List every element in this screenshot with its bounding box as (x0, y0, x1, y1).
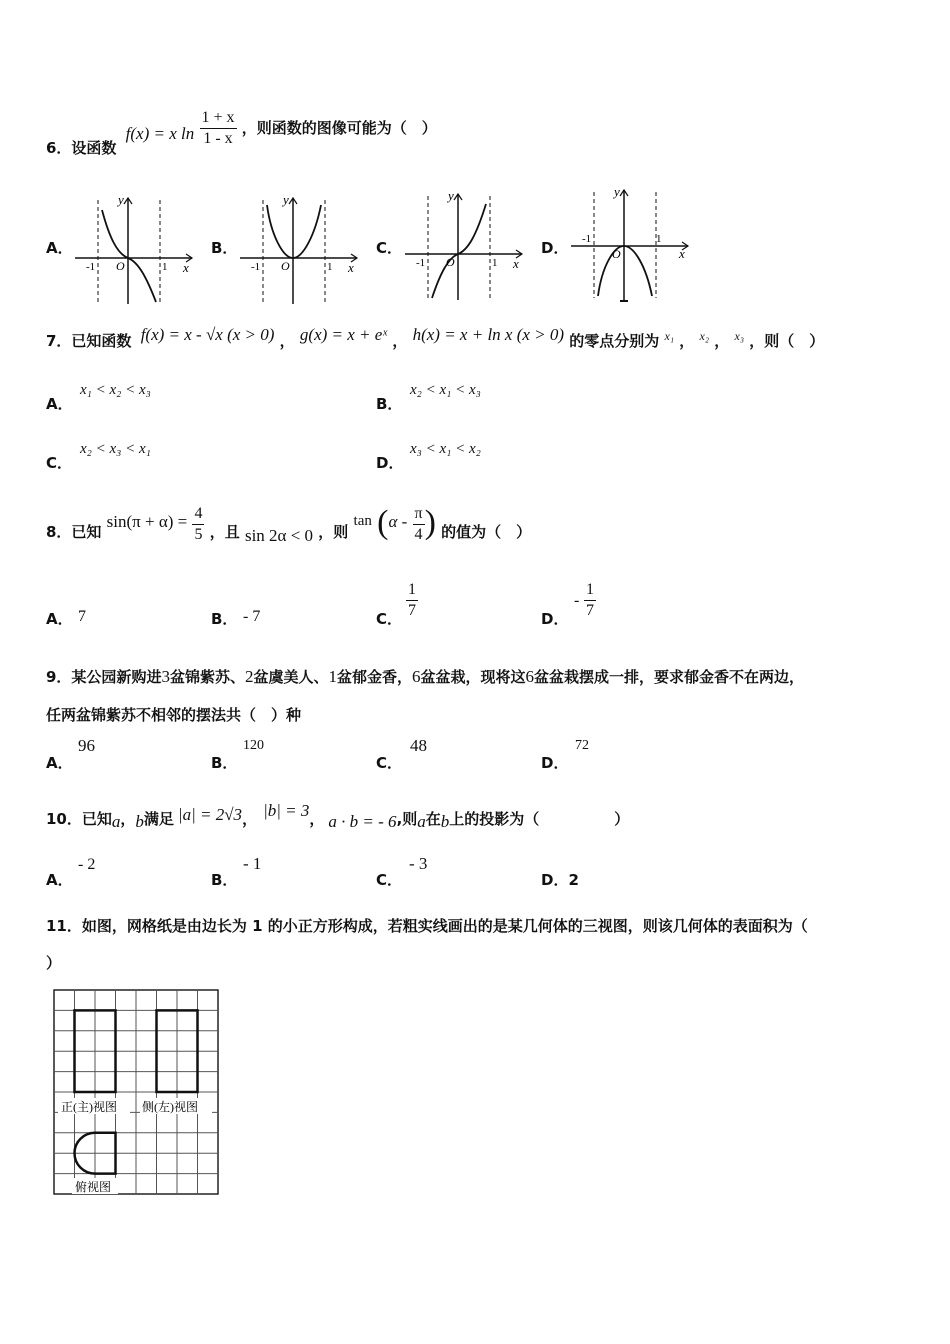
q10-option-c-label[interactable]: C． (376, 871, 403, 889)
curve (267, 205, 321, 258)
x-label: x (183, 260, 189, 275)
q10-mid2: ,则 (396, 810, 418, 828)
q11-line2: ） (46, 954, 62, 972)
neg-one-label: -1 (416, 257, 426, 269)
q7-option-d-value: x₃ < x₁ < x₂ (410, 441, 481, 457)
origin-label: O (612, 247, 621, 261)
y-label: y (118, 192, 124, 207)
q10-comma: ， (120, 810, 136, 828)
neg-one-label: -1 (251, 261, 261, 273)
q7-option-c-label[interactable]: C． (46, 454, 73, 472)
q10-stem (46, 801, 630, 831)
q9-text-c: 盆虞美人、 (253, 668, 329, 686)
q6-formula: f(x) = x ln (125, 124, 195, 143)
pos-one-label: 1 (327, 261, 333, 273)
top-view-label: 俯视图 (75, 1180, 112, 1194)
q8-sin-expr: sin(π + α) = (106, 512, 188, 531)
q8-option-d-den: 7 (586, 602, 594, 619)
q6-graph-d (566, 182, 696, 306)
q7-option-c-value: x₂ < x₃ < x₁ (80, 441, 151, 457)
q9-text-f: 盆盆栽摆成一排，要求郁金香不在两边， (534, 668, 805, 686)
q6-option-c-label[interactable]: C． (376, 239, 403, 257)
q8-option-b-label[interactable]: B． (211, 610, 238, 628)
q7-option-b-value: x₂ < x₁ < x₃ (410, 382, 481, 398)
q8-option-a-value: 7 (78, 608, 86, 625)
q9-option-c-label[interactable]: C． (376, 754, 403, 772)
x-label: x (679, 246, 685, 261)
q9-text-d: 盆郁金香， (336, 668, 412, 686)
x-label: x (348, 260, 354, 275)
q7-option-b-label[interactable]: B． (376, 395, 403, 413)
q8-stem (46, 500, 531, 545)
q8-option-c-num: 1 (406, 580, 418, 601)
q7-option-a-label[interactable]: A． (46, 395, 73, 413)
q9-option-a-label[interactable]: A． (46, 754, 73, 772)
q7-prefix: 7．已知函数 (46, 332, 132, 350)
q7-f: f(x) = x - √x (x > 0) (140, 325, 275, 344)
q9-option-a-value: 96 (78, 736, 95, 755)
neg-one-label: -1 (86, 261, 96, 273)
q9-option-b-label[interactable]: B． (211, 754, 238, 772)
q9-text-a: 9．某公园新购进 (46, 668, 162, 686)
q10-a: a (111, 812, 121, 831)
q10-prefix: 10．已知 (46, 810, 112, 828)
pos-one-label: 1 (162, 261, 168, 273)
q6-graph-b (235, 190, 365, 310)
q9-option-d-value: 72 (575, 738, 589, 753)
q10-suffix: 上的投影为（ ） (449, 810, 630, 828)
q8-pi-num: π (413, 504, 425, 525)
q6-stem (46, 108, 437, 157)
x-label: x (513, 256, 519, 271)
q9-option-b-value: 120 (243, 738, 264, 753)
q8-tan: tan (353, 513, 372, 529)
q11-three-view-figure (52, 988, 222, 1200)
q6-option-b-label[interactable]: B． (211, 239, 238, 257)
q6-prefix: 6．设函数 (46, 139, 117, 157)
q10-option-a-value: - 2 (78, 856, 96, 873)
q6-option-d-label[interactable]: D． (541, 239, 569, 257)
q7-sep1: ， (279, 332, 295, 350)
q8-num: 4 (192, 504, 204, 525)
q9-n2: 2 (244, 667, 254, 686)
q10-sep2: ， (309, 810, 325, 828)
q10-option-c-value: - 3 (409, 854, 428, 873)
q9-n1: 3 (161, 667, 170, 686)
pos-one-label: 1 (492, 257, 498, 269)
q9-text-e: 盆盆栽，现将这 (420, 668, 526, 686)
q7-option-d-label[interactable]: D． (376, 454, 404, 472)
y-label: y (614, 184, 620, 199)
q10-cond1: |a| = 2√3 (177, 805, 243, 824)
q8-mid: ，且 (209, 523, 240, 541)
q7-g: g(x) = x + eˣ (299, 325, 388, 344)
origin-label: O (281, 259, 290, 273)
front-view-label: 正(主)视图 (61, 1100, 117, 1114)
curve (432, 204, 486, 298)
q8-option-a-label[interactable]: A． (46, 610, 73, 628)
pos-one-label: 1 (656, 233, 662, 245)
q7-suffix: ，则（ ） (749, 332, 825, 350)
q10-mid3: 在 (425, 810, 441, 828)
q8-option-b-value: - 7 (243, 608, 261, 625)
q7-x2: x₂ (699, 329, 710, 343)
y-label: y (448, 188, 454, 203)
q10-cond3: a · b = - 6 (328, 812, 397, 831)
q6-graph-a (70, 190, 200, 310)
q9-n5: 6 (525, 667, 535, 686)
q8-paren-left: ( (377, 504, 389, 541)
q6-frac-den: 1 - x (203, 130, 233, 147)
q7-option-a-value: x₁ < x₂ < x₃ (80, 382, 151, 398)
q9-n3: 1 (328, 667, 337, 686)
q10-b: b (135, 812, 144, 831)
q9-line1 (46, 666, 804, 687)
q10-b2: b (440, 812, 450, 831)
q9-text-b: 盆锦紫苏、 (169, 668, 245, 686)
q8-suffix: 的值为（ ） (441, 523, 532, 541)
q8-cond: sin 2α < 0 (244, 526, 314, 545)
q9-option-d-label[interactable]: D． (541, 754, 569, 772)
q10-option-b-value: - 1 (243, 854, 262, 873)
curve (102, 210, 156, 302)
q8-option-d-fraction (584, 580, 596, 621)
neg-one-label: -1 (582, 233, 592, 245)
q8-option-c-label[interactable]: C． (376, 610, 403, 628)
q7-h: h(x) = x + ln x (x > 0) (412, 325, 565, 344)
q8-prefix: 8．已知 (46, 523, 102, 541)
origin-label: O (446, 255, 455, 269)
q7-sep2: ， (392, 332, 408, 350)
q9-n4: 6 (412, 667, 421, 686)
curve (598, 246, 652, 296)
q8-option-c-fraction (406, 580, 418, 621)
q8-option-d-num: 1 (584, 580, 596, 601)
origin-label: O (116, 259, 125, 273)
q6-suffix: ，则函数的图像可能为（ ） (241, 119, 437, 137)
q8-paren-right: ) (424, 504, 436, 541)
q10-mid: 满足 (143, 810, 174, 828)
q7-mid: 的零点分别为 (569, 332, 660, 350)
q6-option-a-label[interactable]: A． (46, 239, 73, 257)
q10-cond2: |b| = 3 (263, 801, 310, 820)
q10-sep: ， (242, 810, 258, 828)
q8-tan-inner: α - (388, 512, 408, 531)
q8-pi-fraction (413, 504, 425, 545)
q10-option-b-label[interactable]: B． (211, 871, 238, 889)
q7-c1: ， (679, 332, 695, 350)
q6-frac-num: 1 + x (200, 108, 237, 129)
q10-option-d-label[interactable]: D．2 (541, 871, 579, 889)
q8-option-c-den: 7 (408, 602, 416, 619)
q8-option-d-sign: - (574, 592, 580, 609)
q6-graph-c (400, 186, 530, 306)
q10-option-a-label[interactable]: A． (46, 871, 73, 889)
q10-a2: a (417, 812, 426, 831)
q6-fraction (200, 108, 237, 149)
q8-fraction (192, 504, 204, 545)
q8-mid2: ，则 (318, 523, 349, 541)
q8-pi-den: 4 (414, 526, 423, 543)
q9-line2: 任两盆锦紫苏不相邻的摆法共（ ）种 (46, 706, 302, 724)
q7-x3: x₃ (734, 329, 745, 343)
y-label: y (283, 192, 289, 207)
q7-x1: x₁ (664, 329, 675, 343)
q8-option-d-label[interactable]: D． (541, 610, 569, 628)
q9-option-c-value: 48 (410, 736, 427, 755)
q7-c2: ， (714, 332, 730, 350)
q7-stem (46, 325, 825, 351)
q8-den: 5 (194, 526, 203, 543)
q11-line1: 11．如图，网格纸是由边长为 1 的小正方形构成，若粗实线画出的是某几何体的三视图，则该几何体的表面积为（ (46, 917, 808, 935)
side-view-label: 侧(左)视图 (142, 1100, 198, 1114)
